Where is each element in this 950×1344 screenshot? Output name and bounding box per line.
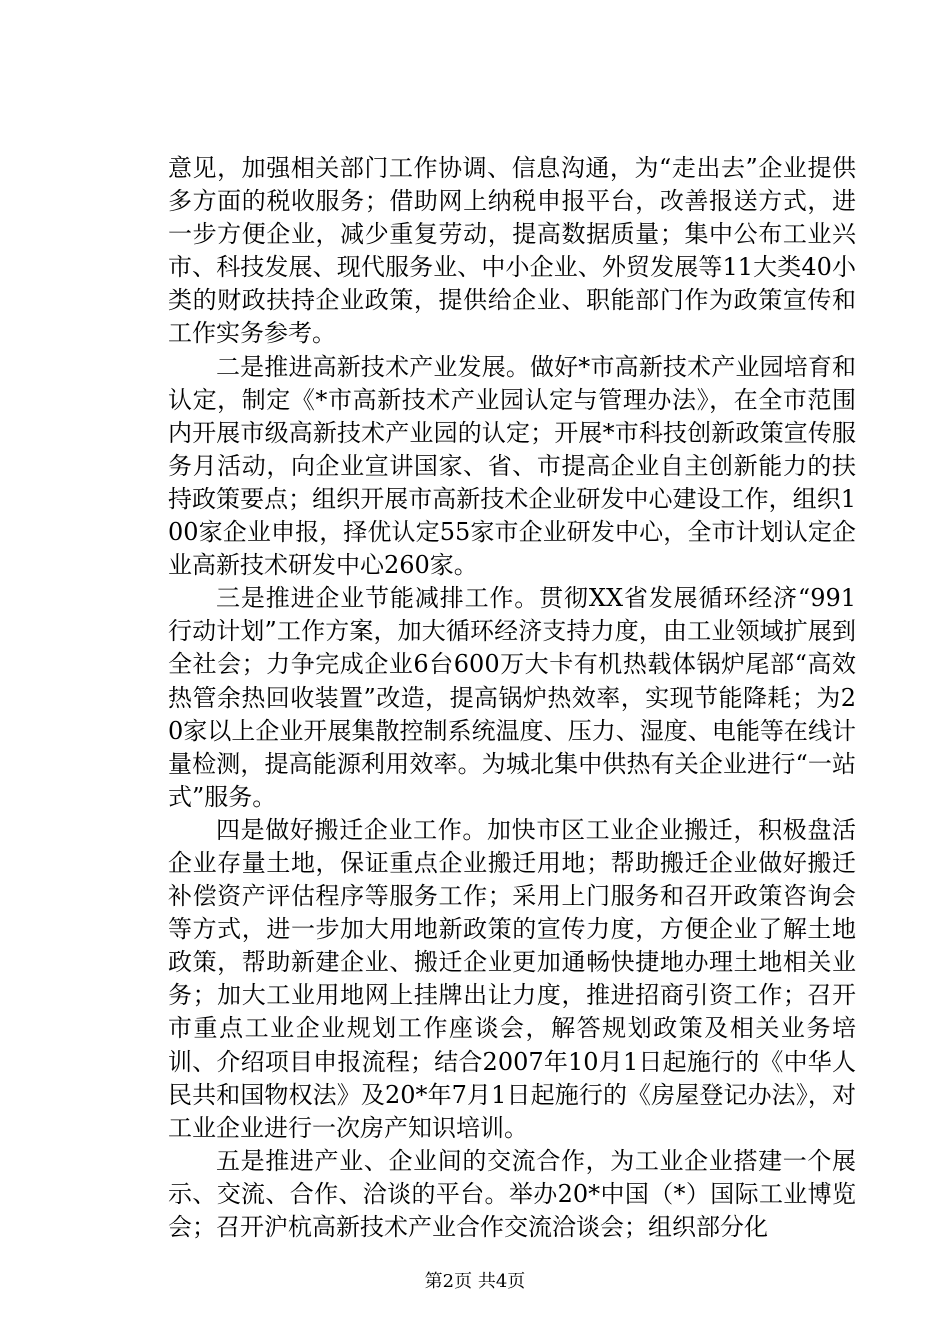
paragraph-high-tech-industry: 二是推进高新技术产业发展。做好*市高新技术产业园培育和认定，制定《*市高新技术产业园认定与管理办法》，在全市范围内开展市级高新技术产业园的认定；开展*市科技创新政策宣传服务月活动，向企业宣讲国家、省、市提高企业自主创新能力的扶持政策要点；组织开展市高新技术企业研发中心建设工作，组织100家企业申报，择优认定55家市企业研发中心，全市计划认定企业高新技术研发中心260家。 (168, 352, 856, 580)
page-number-footer: 第2页 共4页 (424, 1271, 526, 1292)
paragraph-energy-saving: 三是推进企业节能减排工作。贯彻XX省发展循环经济“991行动计划”工作方案，加大循环经济支持力度，由工业领域扩展到全社会；力争完成企业6台600万大卡有机热载体锅炉尾部“高效热管余热回收装置”改造，提高锅炉热效率，实现节能降耗；为20家以上企业开展集散控制系统温度、压力、湿度、电能等在线计量检测，提高能源利用效率。为城北集中供热有关企业进行“一站式”服务。 (168, 584, 856, 811)
paragraph-continued: 意见，加强相关部门工作协调、信息沟通，为“走出去”企业提供多方面的税收服务；借助网上纳税申报平台，改善报送方式，进一步方便企业，减少重复劳动，提高数据质量；集中公布工业兴市、科技发展、现代服务业、中小企业、外贸发展等11大类40小类的财政扶持企业政策，提供给企业、职能部门作为政策宣传和工作实务参考。 (168, 154, 856, 348)
document-body (168, 152, 856, 1244)
paragraph-relocation: 四是做好搬迁企业工作。加快市区工业企业搬迁，积极盘活企业存量土地，保证重点企业搬迁用地；帮助搬迁企业做好搬迁补偿资产评估程序等服务工作；采用上门服务和召开政策咨询会等方式，进一步加大用地新政策的宣传力度，方便企业了解土地政策，帮助新建企业、搬迁企业更加通畅快捷地办理土地相关业务；加大工业用地网上挂牌出让力度，推进招商引资工作；召开市重点工业企业规划工作座谈会，解答规划政策及相关业务培训、介绍项目申报流程；结合2007年10月1日起施行的《中华人民共和国物权法》及20*年7月1日起施行的《房屋登记办法》，对工业企业进行一次房产知识培训。 (168, 815, 856, 1142)
paragraph-exchange-cooperation: 五是推进产业、企业间的交流合作，为工业企业搭建一个展示、交流、合作、洽谈的平台。举办20*中国（*）国际工业博览会；召开沪杭高新技术产业合作交流洽谈会；组织部分化 (168, 1146, 856, 1241)
